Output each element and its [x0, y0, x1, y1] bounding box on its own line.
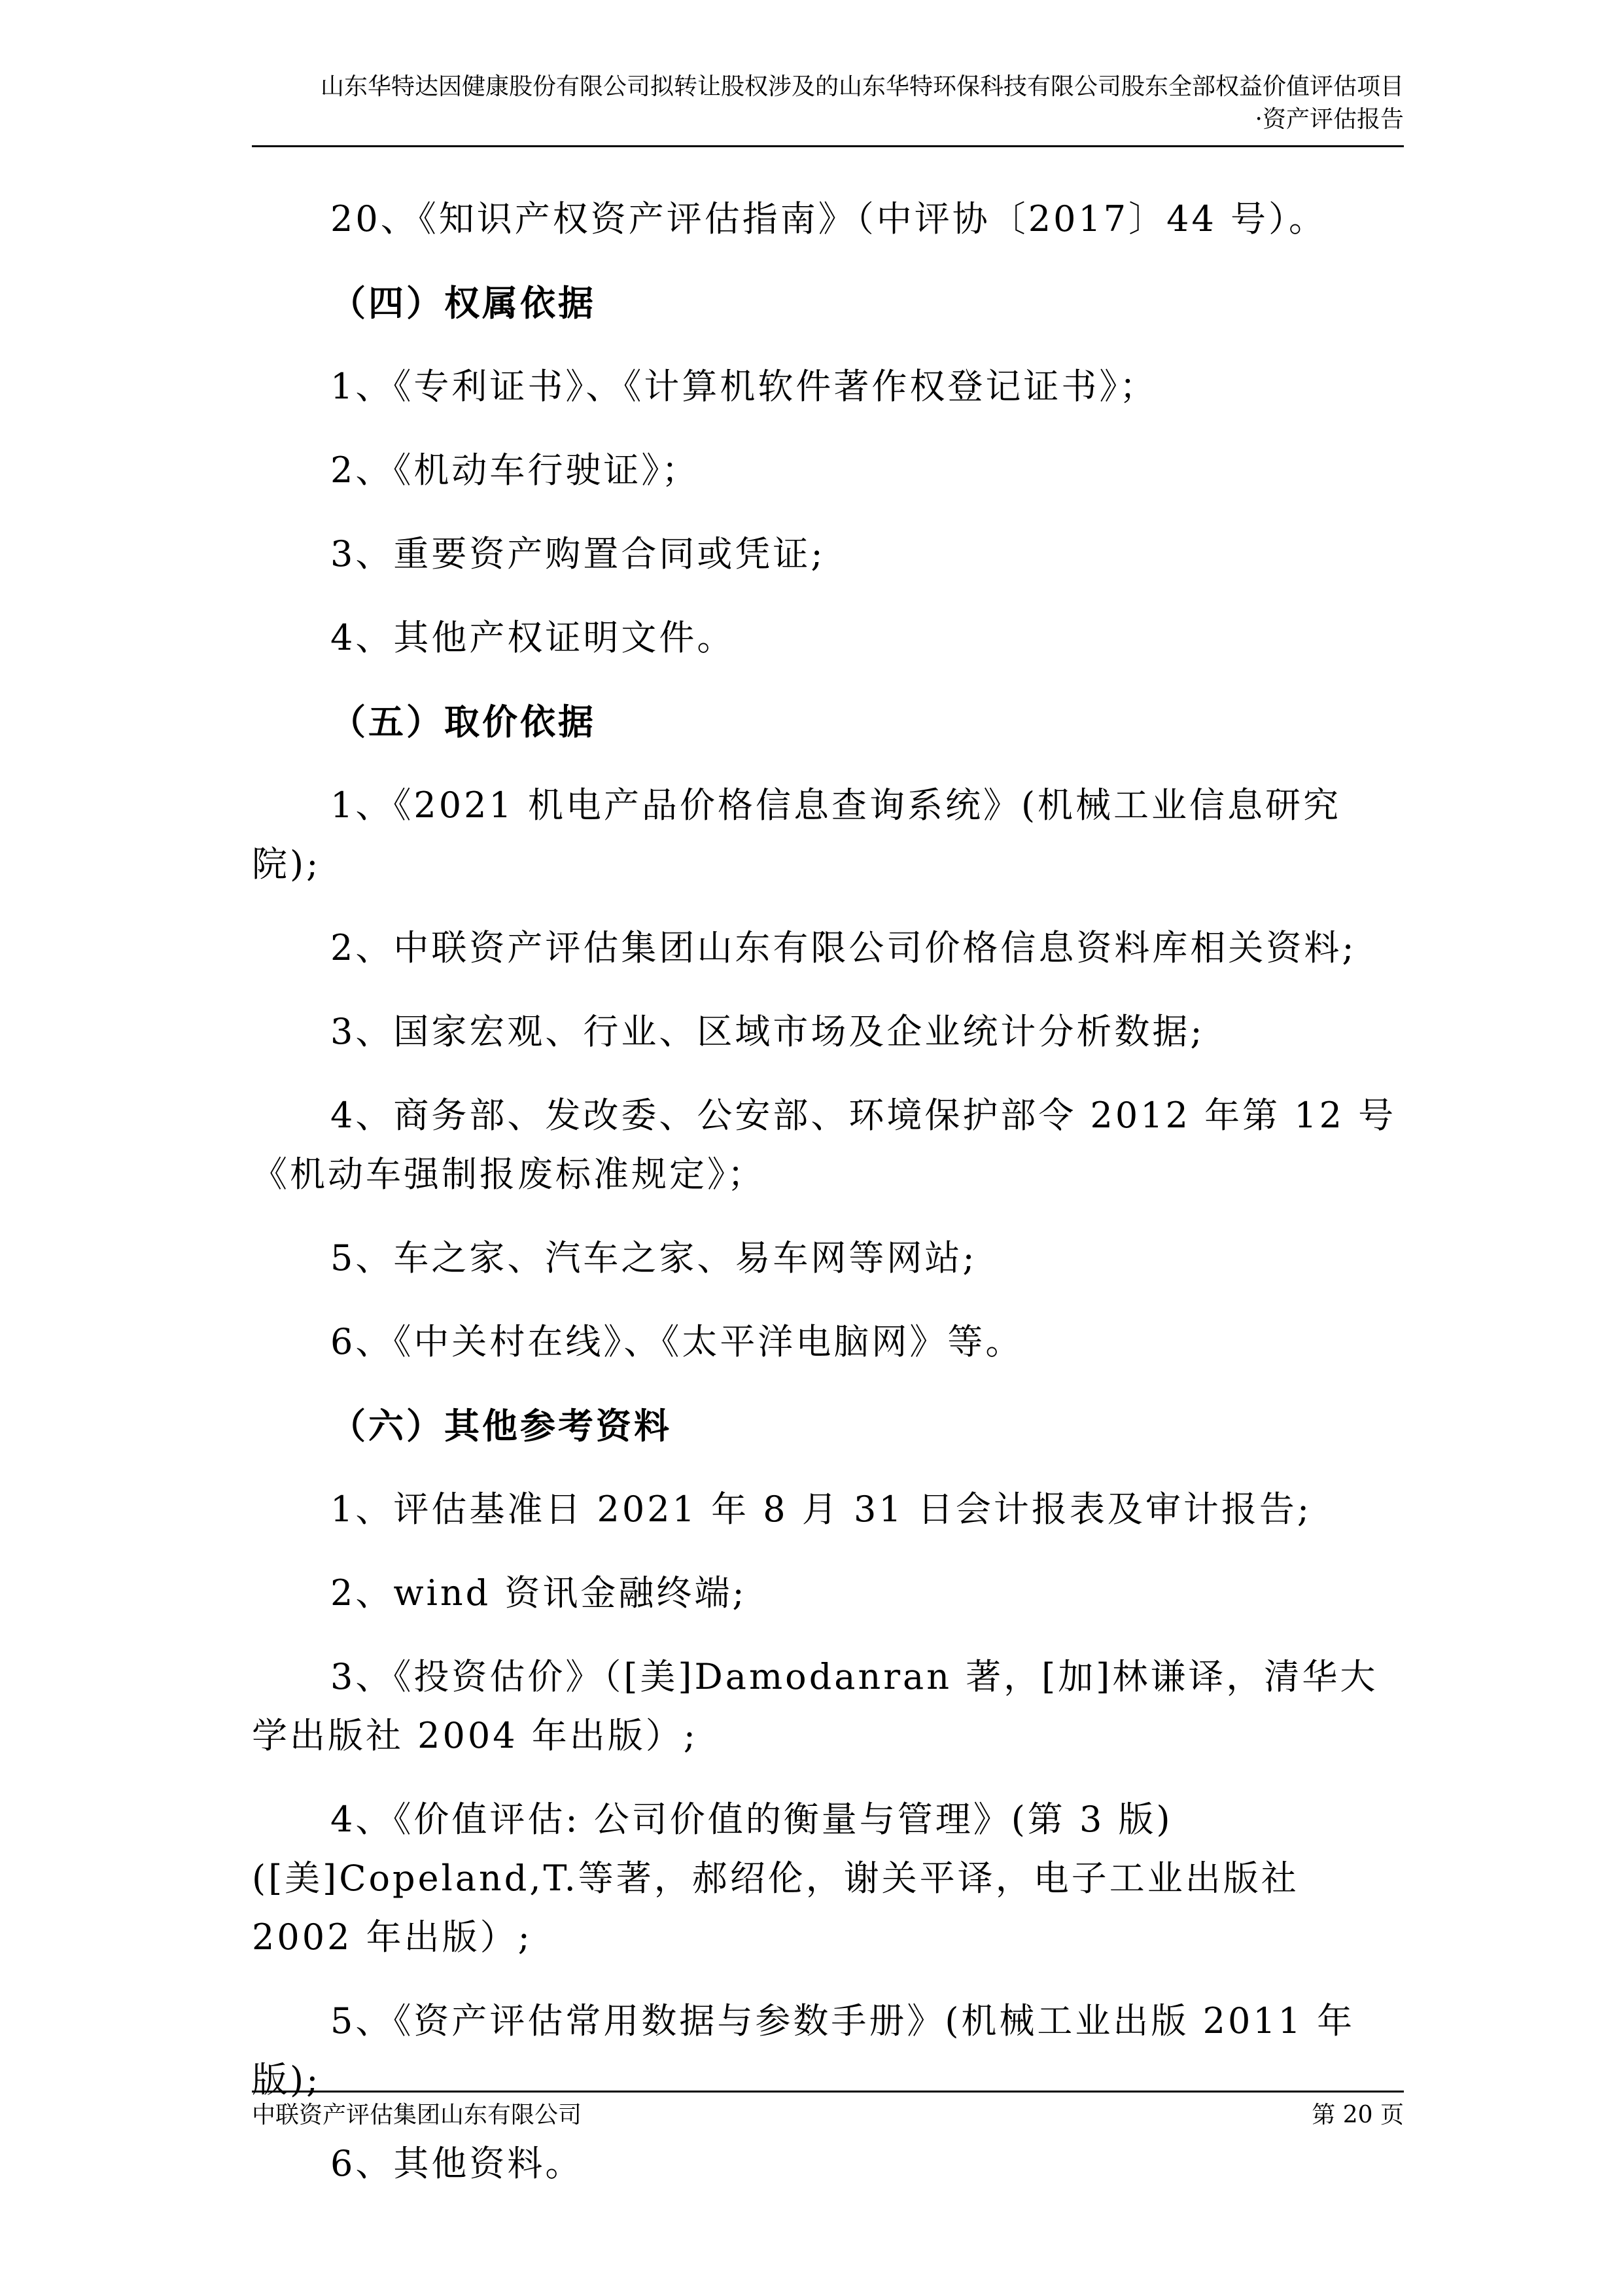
section-heading-other-references: （六）其他参考资料 — [330, 1405, 672, 1447]
list-item: 1、《专利证书》、《计算机软件著作权登记证书》； — [330, 366, 1158, 407]
list-item: 1、《2021 机电产品价格信息查询系统》(机械工业信息研究院); — [252, 785, 1342, 885]
list-item: 4、《价值评估: 公司价值的衡量与管理》(第 3 版)([美]Copeland,T.等著，郝绍伦，谢关平译，电子工业出版社 2002 年出版）; — [252, 1799, 1299, 1958]
list-item: 2、wind 资讯金融终端; — [330, 1572, 747, 1614]
page-number: 第 20 页 — [1312, 2102, 1404, 2128]
list-item: 3、《投资估价》（[美]Damodanran 著，[加]林谦译，清华大学出版社 2004 年出版）; — [252, 1656, 1378, 1756]
list-item: 2、《机动车行驶证》； — [330, 450, 700, 491]
header-title-line2: ·资产评估报告 — [1255, 106, 1404, 133]
list-item: 5、车之家、汽车之家、易车网等网站; — [330, 1237, 977, 1279]
list-item: 4、其他产权证明文件。 — [330, 617, 735, 658]
list-item: 1、评估基准日 2021 年 8 月 31 日会计报表及审计报告; — [330, 1489, 1312, 1530]
list-item: 2、中联资产评估集团山东有限公司价格信息资料库相关资料; — [330, 927, 1357, 968]
header-title-line1: 山东华特达因健康股份有限公司拟转让股权涉及的山东华特环保科技有限公司股东全部权益价值评估项目 — [320, 73, 1404, 100]
list-item: 3、国家宏观、行业、区域市场及企业统计分析数据; — [330, 1011, 1205, 1052]
footer-divider — [252, 2091, 1404, 2093]
page-footer — [252, 2099, 1404, 2132]
footer-company: 中联资产评估集团山东有限公司 — [252, 2102, 582, 2128]
list-item: 20、《知识产权资产评估指南》（中评协〔2017〕44 号）。 — [330, 198, 1327, 239]
list-item: 6、其他资料。 — [330, 2143, 584, 2184]
section-heading-pricing: （五）取价依据 — [330, 701, 596, 743]
section-heading-ownership: （四）权属依据 — [330, 282, 596, 324]
list-item: 6、《中关村在线》、《太平洋电脑网》等。 — [330, 1321, 1024, 1362]
list-item: 5、《资产评估常用数据与参数手册》(机械工业出版 2011 年版); — [252, 2000, 1355, 2100]
list-item: 4、商务部、发改委、公安部、环境保护部令 2012 年第 12 号《机动车强制报废标准规定》； — [252, 1095, 1397, 1195]
list-item: 3、重要资产购置合同或凭证; — [330, 533, 826, 574]
document-body — [252, 190, 1404, 2193]
header-divider — [252, 145, 1404, 147]
page-header — [252, 71, 1404, 136]
